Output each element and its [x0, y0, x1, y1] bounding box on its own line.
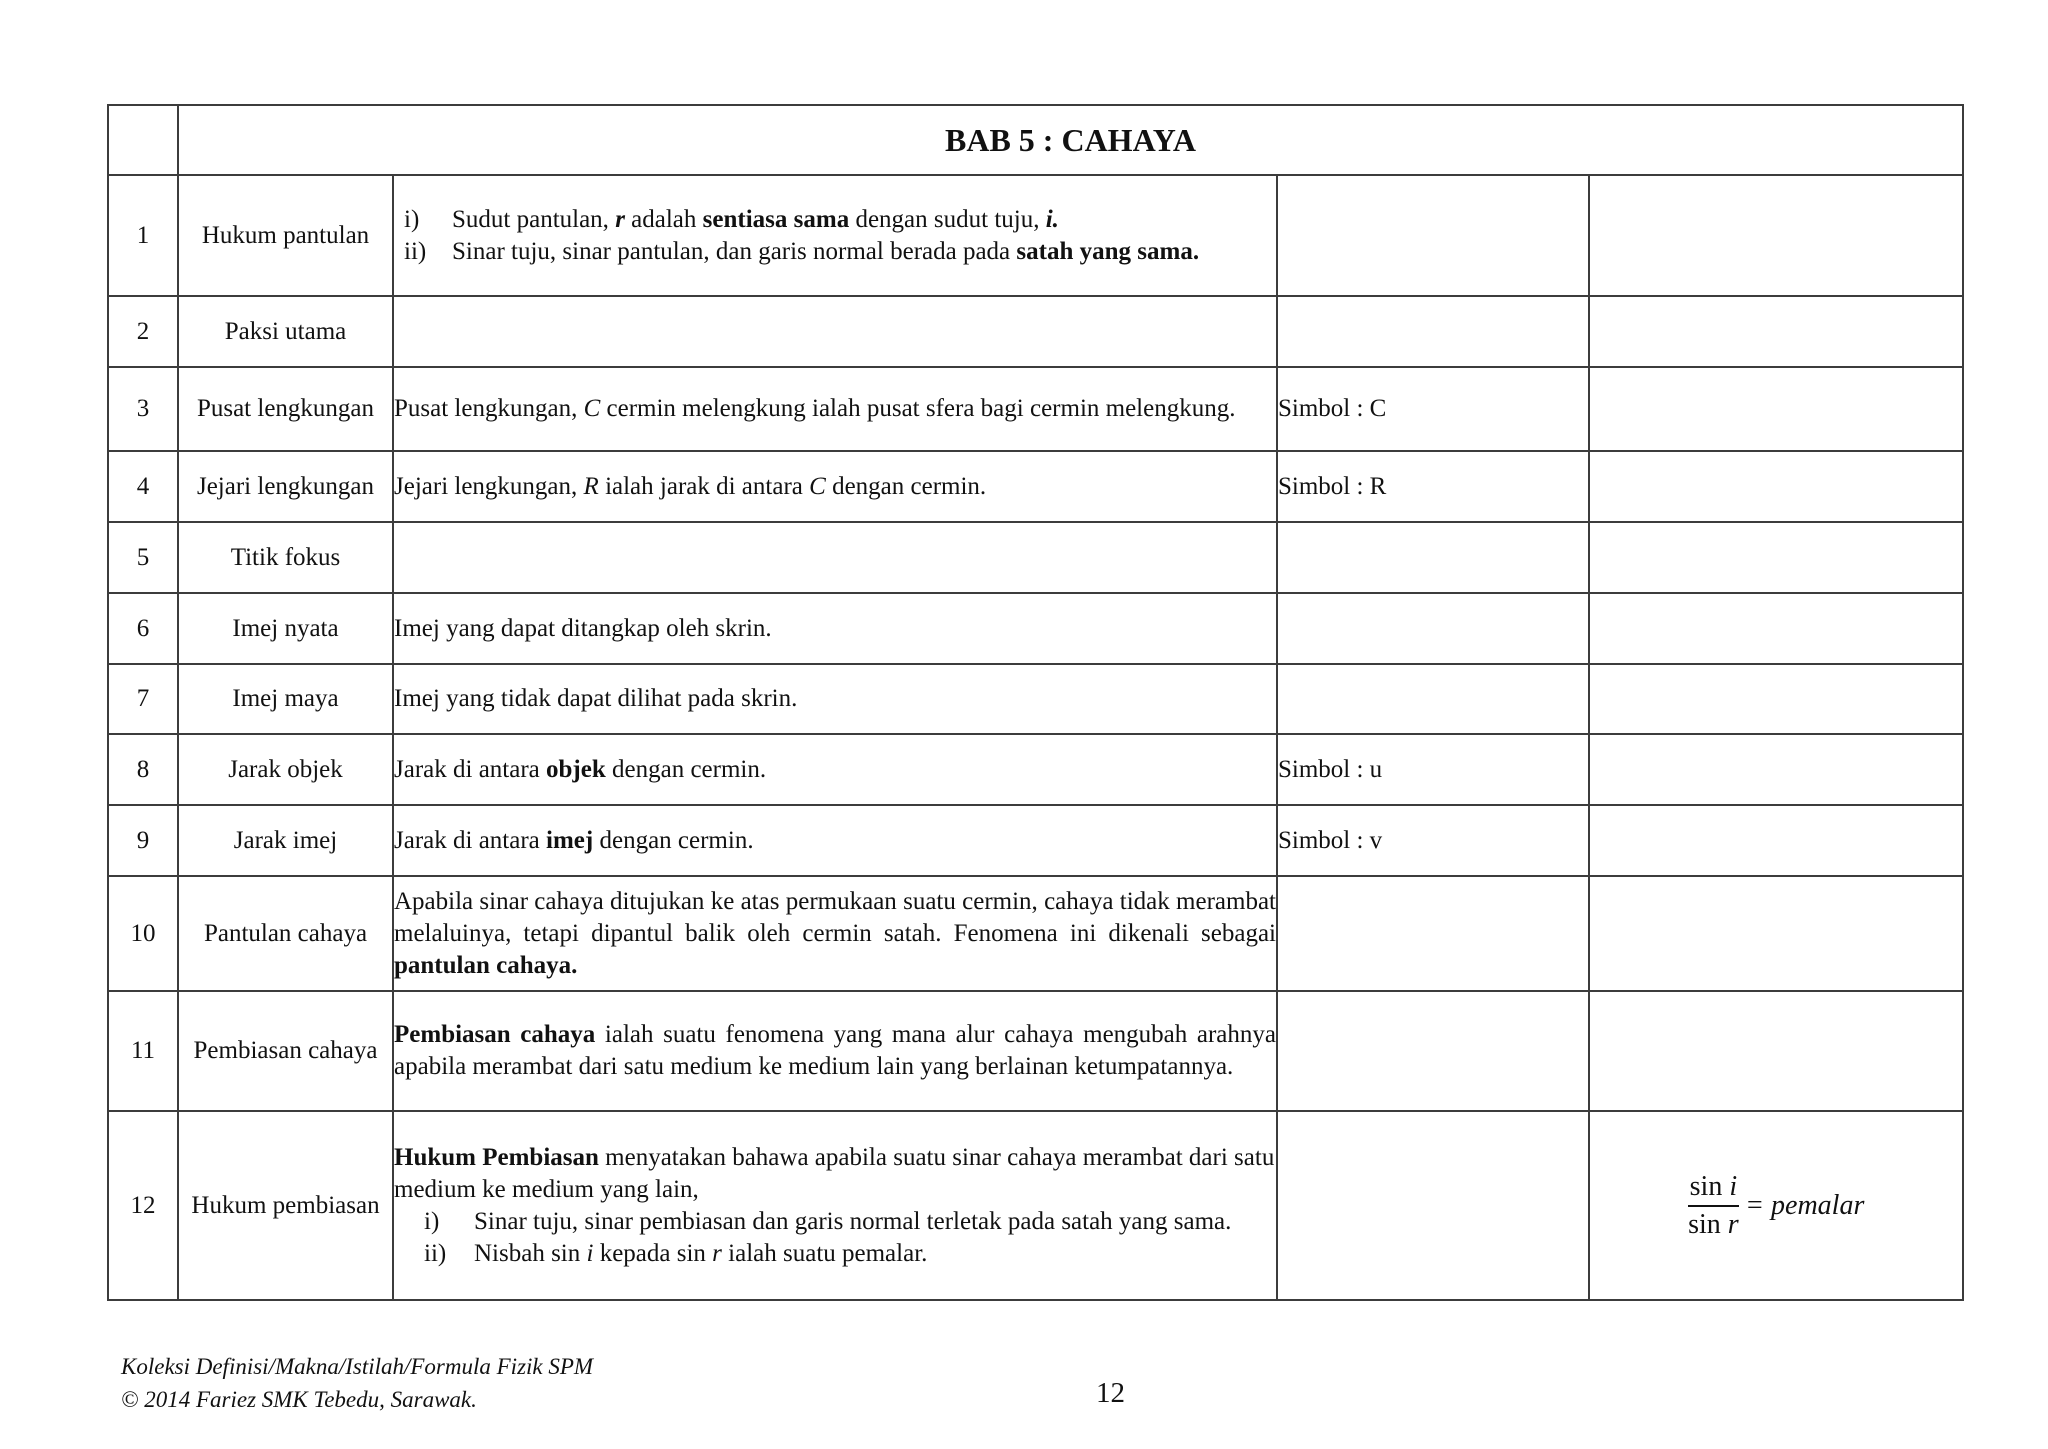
definition: Pembiasan cahaya ialah suatu fenomena yang mana alur cahaya mengubah arahnya apabila merambat dari satu medium ke medium lain yang berlainan ketumpatannya.	[393, 991, 1277, 1111]
row-number: 2	[108, 296, 178, 367]
definitions-table	[107, 104, 1964, 1301]
symbol: Simbol : R	[1277, 451, 1589, 522]
symbol	[1277, 664, 1589, 734]
definition	[393, 175, 1277, 296]
term: Imej maya	[178, 664, 393, 734]
row-number: 7	[108, 664, 178, 734]
table-row	[108, 593, 1963, 664]
term: Pusat lengkungan	[178, 367, 393, 451]
list-item: ii) Nisbah sin i kepada sin r ialah suatu pemalar.	[424, 1239, 928, 1267]
row-number: 8	[108, 734, 178, 805]
symbol: Simbol : C	[1277, 367, 1589, 451]
footer-title: Koleksi Definisi/Makna/Istilah/Formula Fizik SPM	[121, 1354, 594, 1379]
page-number: 12	[1096, 1377, 1125, 1409]
definition	[393, 522, 1277, 593]
list-item: i) Sinar tuju, sinar pembiasan dan garis normal terletak pada satah yang sama.	[424, 1207, 1232, 1235]
table-row	[108, 296, 1963, 367]
definition: Hukum Pembiasan menyatakan bahawa apabila suatu sinar cahaya merambat dari satu medium ke medium yang lain, i) Sinar tuju, sinar pembiasan dan garis normal terletak pada satah yang sama. ii) Nisbah sin i kepada sin r ialah suatu pemalar.	[393, 1111, 1277, 1300]
symbol	[1277, 296, 1589, 367]
extra-cell	[1589, 876, 1963, 991]
table-title-row	[108, 105, 1963, 175]
symbol: Simbol : v	[1277, 805, 1589, 876]
formula-cell	[1589, 1111, 1963, 1300]
list-item: ii) Sinar tuju, sinar pantulan, dan garis normal berada pada satah yang sama.	[404, 237, 1200, 265]
table-row	[108, 876, 1963, 991]
extra-cell	[1589, 451, 1963, 522]
list-item: i) Sudut pantulan, r adalah sentiasa sama dengan sudut tuju, i.	[404, 205, 1059, 233]
term: Paksi utama	[178, 296, 393, 367]
definition: Jejari lengkungan, R ialah jarak di antara C dengan cermin.	[393, 451, 1277, 522]
definition: Imej yang tidak dapat dilihat pada skrin.	[393, 664, 1277, 734]
footer-copyright: © 2014 Fariez SMK Tebedu, Sarawak.	[121, 1387, 477, 1412]
extra-cell	[1589, 991, 1963, 1111]
table-row	[108, 175, 1963, 296]
chapter-title: BAB 5 : CAHAYA	[178, 105, 1963, 175]
extra-cell	[1589, 296, 1963, 367]
definition: Apabila sinar cahaya ditujukan ke atas permukaan suatu cermin, cahaya tidak merambat melaluinya, tetapi dipantul balik oleh cermin satah. Fenomena ini dikenali sebagai pantulan cahaya.	[393, 876, 1277, 991]
definition: Pusat lengkungan, C cermin melengkung ialah pusat sfera bagi cermin melengkung.	[393, 367, 1277, 451]
term: Titik fokus	[178, 522, 393, 593]
table-row	[108, 664, 1963, 734]
table-row	[108, 734, 1963, 805]
term: Jejari lengkungan	[178, 451, 393, 522]
table-row	[108, 991, 1963, 1111]
row-number: 3	[108, 367, 178, 451]
table-row	[108, 805, 1963, 876]
table-row	[108, 367, 1963, 451]
table-row	[108, 1111, 1963, 1300]
symbol	[1277, 593, 1589, 664]
definition	[393, 296, 1277, 367]
row-number: 11	[108, 991, 178, 1111]
term: Pantulan cahaya	[178, 876, 393, 991]
extra-cell	[1589, 664, 1963, 734]
table-row	[108, 522, 1963, 593]
extra-cell	[1589, 593, 1963, 664]
extra-cell	[1589, 734, 1963, 805]
row-number: 10	[108, 876, 178, 991]
symbol	[1277, 175, 1589, 296]
row-number: 1	[108, 175, 178, 296]
symbol	[1277, 522, 1589, 593]
term: Imej nyata	[178, 593, 393, 664]
extra-cell	[1589, 367, 1963, 451]
definition: Imej yang dapat ditangkap oleh skrin.	[393, 593, 1277, 664]
footer	[121, 1350, 593, 1416]
term: Jarak imej	[178, 805, 393, 876]
symbol	[1277, 1111, 1589, 1300]
row-number: 9	[108, 805, 178, 876]
symbol	[1277, 876, 1589, 991]
extra-cell	[1589, 175, 1963, 296]
term: Pembiasan cahaya	[178, 991, 393, 1111]
table-row	[108, 451, 1963, 522]
refraction-formula: $\frac{\text{sin i}}{\text{sin r}}$ = pemalar	[1688, 1170, 1865, 1240]
term: Hukum pantulan	[178, 175, 393, 296]
extra-cell	[1589, 522, 1963, 593]
term: Jarak objek	[178, 734, 393, 805]
definition: Jarak di antara objek dengan cermin.	[393, 734, 1277, 805]
term: Hukum pembiasan	[178, 1111, 393, 1300]
symbol	[1277, 991, 1589, 1111]
row-number: 6	[108, 593, 178, 664]
extra-cell	[1589, 805, 1963, 876]
definition: Jarak di antara imej dengan cermin.	[393, 805, 1277, 876]
row-number: 12	[108, 1111, 178, 1300]
row-number: 4	[108, 451, 178, 522]
symbol: Simbol : u	[1277, 734, 1589, 805]
row-number: 5	[108, 522, 178, 593]
